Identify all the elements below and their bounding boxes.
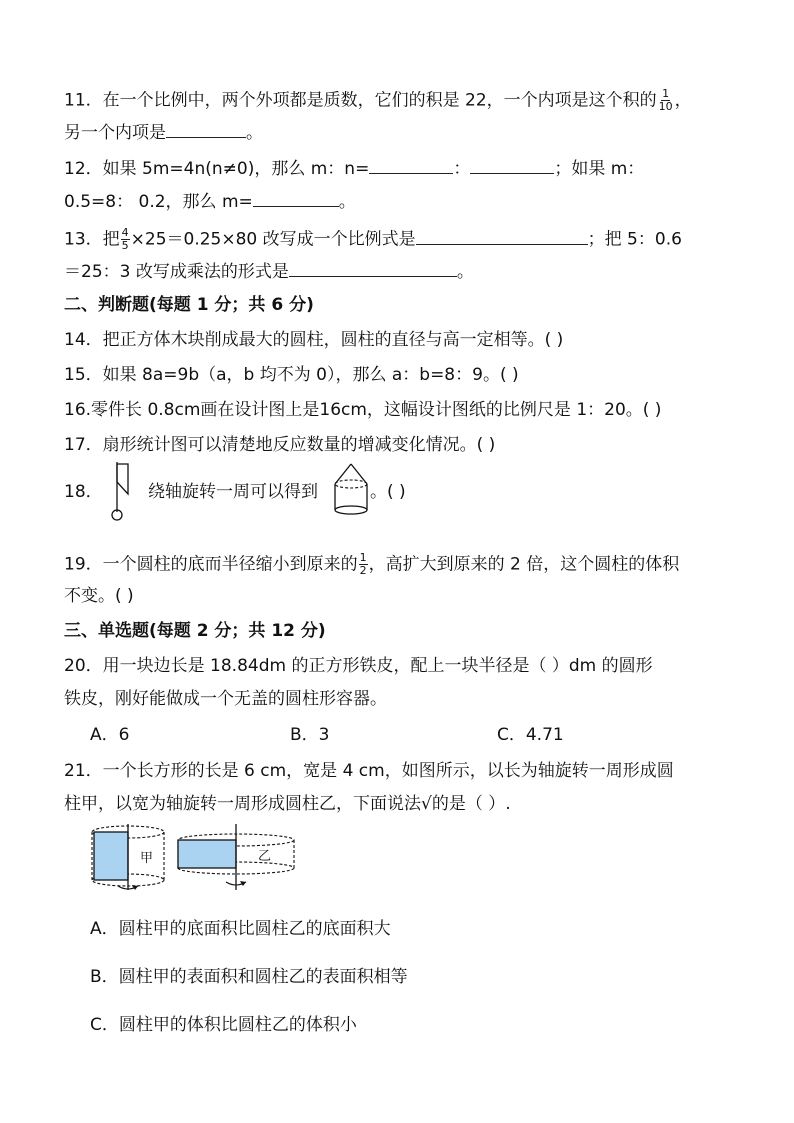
answer-blank[interactable]	[166, 121, 246, 138]
question-18-number: 18．	[64, 482, 103, 502]
fraction-four-fifths: $\frac{4}{5}$	[121, 226, 129, 252]
section-heading-single-choice: 三、单选题(每题 2 分；共 12 分)	[64, 621, 326, 641]
question-21-line-2: 柱甲，以宽为轴旋转一周形成圆柱乙，下面说法√的是（ ）.	[64, 794, 511, 814]
answer-blank[interactable]	[369, 157, 453, 174]
cylinder-yi-label: 乙	[258, 849, 272, 864]
question-16: 16.零件长 0.8cm画在设计图上是16cm，这幅设计图纸的比例尺是 1：20。( )	[64, 400, 662, 420]
option-a[interactable]: A．6	[90, 725, 130, 745]
cylinder-yi-figure	[174, 822, 300, 894]
fraction-one-half: $\frac{1}{2}$	[359, 551, 367, 577]
question-11-line-1: 11．在一个比例中，两个外项都是质数，它们的积是 22，一个内项是这个积的 $\frac{1}{10}$ ，	[64, 87, 692, 113]
cylinder-jia-label: 甲	[140, 851, 154, 866]
question-17: 17．扇形统计图可以清楚地反应数量的增减变化情况。( )	[64, 435, 496, 455]
answer-blank[interactable]	[470, 157, 554, 174]
section-heading-judgement: 二、判断题(每题 1 分；共 6 分)	[64, 295, 314, 315]
option-c[interactable]: C．圆柱甲的体积比圆柱乙的体积小	[90, 1015, 357, 1035]
answer-blank[interactable]	[416, 228, 588, 245]
question-20-line-1: 20．用一块边长是 18.84dm 的正方形铁皮，配上一块半径是（ ）dm 的圆形	[64, 656, 653, 676]
question-19-line-2: 不变。( )	[64, 586, 134, 606]
answer-blank[interactable]	[253, 190, 339, 207]
answer-blank[interactable]	[289, 260, 457, 277]
question-18-text: 绕轴旋转一周可以得到	[148, 482, 318, 502]
question-19-line-1: 19．一个圆柱的底而半径缩小到原来的 $\frac{1}{2}$ ，高扩大到原来的 2 倍，这个圆柱的体积	[64, 551, 680, 577]
question-12-line-1: 12．如果 5m=4n(n≠0)，那么 m：n= ： ；如果 m：	[64, 159, 645, 179]
question-14: 14．把正方体木块削成最大的圆柱，圆柱的直径与高一定相等。( )	[64, 330, 564, 350]
question-11-line-2: 另一个内项是 。	[64, 123, 263, 143]
question-13-line-2: ＝25：3 改写成乘法的形式是 。	[64, 262, 474, 282]
option-c[interactable]: C．4.71	[497, 725, 564, 745]
cylinder-jia-figure	[88, 822, 168, 894]
question-18-answer: 。( )	[370, 482, 406, 502]
flag-shape-figure	[106, 460, 136, 522]
question-21-line-1: 21．一个长方形的长是 6 cm，宽是 4 cm，如图所示，以长为轴旋转一周形成圆	[64, 761, 674, 781]
question-15: 15．如果 8a=9b（a，b 均不为 0），那么 a：b=8：9。( )	[64, 365, 519, 385]
question-13-line-1: 13．把 $\frac{4}{5}$ ×25＝0.25×80 改写成一个比例式是 ；把 5：0.6	[64, 226, 682, 252]
question-11-text: 11．在一个比例中，两个外项都是质数，它们的积是 22，一个内项是这个积的	[64, 90, 657, 111]
fraction-one-tenth: $\frac{1}{10}$	[658, 87, 673, 113]
option-b[interactable]: B．圆柱甲的表面积和圆柱乙的表面积相等	[90, 967, 408, 987]
cone-on-cylinder-figure	[330, 462, 372, 518]
option-b[interactable]: B．3	[290, 725, 330, 745]
question-12-line-2: 0.5=8： 0.2，那么 m= 。	[64, 192, 356, 212]
question-20-line-2: 铁皮，刚好能做成一个无盖的圆柱形容器。	[64, 689, 387, 709]
option-a[interactable]: A．圆柱甲的底面积比圆柱乙的底面积大	[90, 919, 391, 939]
